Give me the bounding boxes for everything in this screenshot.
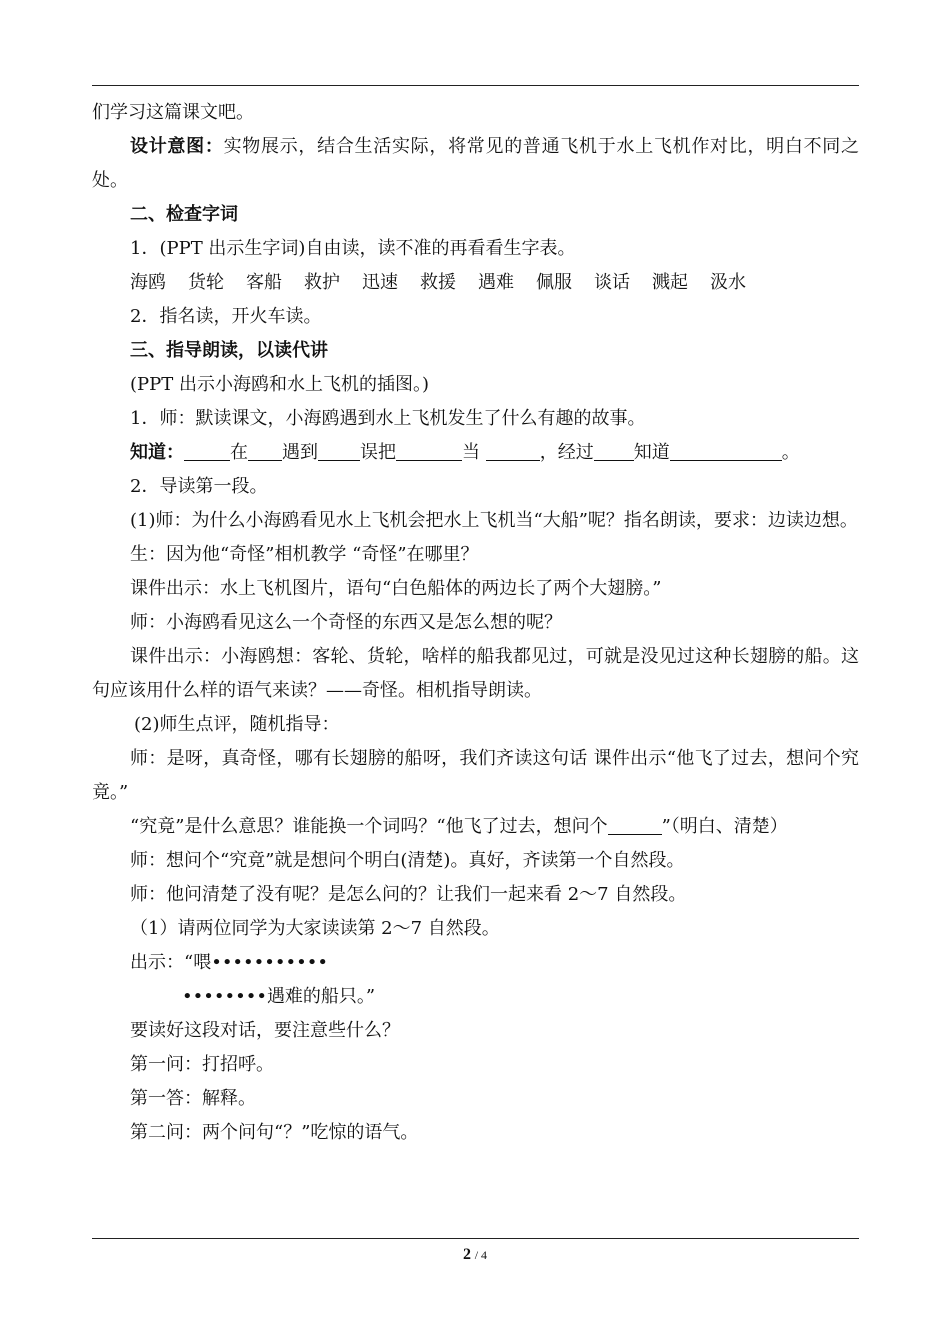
page-total: / 4 [474,1248,488,1262]
footer-rule [92,1238,859,1239]
fill-text: ，经过 [539,442,594,463]
text-line: 师：他问清楚了没有呢？是怎么问的？让我们一起来看 2～7 自然段。 [130,884,687,905]
fill-text: 。 [781,442,800,463]
text-paragraph: (1)师：为什么小海鸥看见水上飞机会把水上飞机当“大船”呢？指名朗读，要求：边读边想。 [130,510,858,531]
blank [594,442,634,461]
section-heading-2: 二、检查字词 [130,204,238,225]
text-line: 师：想问个“究竟”就是想问个明白(清楚)。真好，齐读第一个自然段。 [130,850,685,871]
text-line: 第一答：解释。 [130,1088,256,1109]
vocab-word: 佩服 [536,272,572,293]
vocab-word: 汲水 [710,272,746,293]
fill-label: 知道： [130,442,184,463]
text-line: 师：小海鸥看见这么一个奇怪的东西又是怎么想的呢？ [130,612,562,633]
blank [608,816,662,835]
blank [248,442,282,461]
design-intent-text: 实物展示，结合生活实际，将常见的普通飞机于水上飞机作对比，明白不同之处。 [92,136,860,191]
blank [318,442,360,461]
design-intent-paragraph [92,130,859,198]
vocab-word: 谈话 [594,272,630,293]
text-paragraph: 师：是呀，真奇怪，哪有长翅膀的船呀，我们齐读这句话 课件出示“他飞了过去，想问个究竟。” [92,748,859,803]
section-heading-3: 三、指导朗读，以读代讲 [130,340,328,361]
document-body [92,96,859,1150]
text-paragraph: 课件出示：小海鸥想：客轮、货轮，啥样的船我都见过，可就是没见过这种长翅膀的船。这句应该用什么样的语气来读？——奇怪。相机指导朗读。 [92,646,859,701]
vocab-word: 救护 [304,272,340,293]
text-line: 们学习这篇课文吧。 [92,102,254,123]
vocab-word: 遇难 [478,272,514,293]
fill-text: 当 [462,442,480,463]
design-intent-label: 设计意图： [130,136,224,157]
vocab-word: 海鸥 [130,272,166,293]
blank [486,442,540,461]
text-line: 第二问：两个问句“？”吃惊的语气。 [130,1122,419,1143]
fill-in-blank-line [92,810,859,844]
vocab-word: 救援 [420,272,456,293]
text-line: （1）请两位同学为大家读读第 2～7 自然段。 [130,918,500,939]
blank [670,442,782,461]
blank [184,442,230,461]
text-line: 1．(PPT 出示生字词)自由读，读不准的再看看生字表。 [130,238,576,259]
page-number [0,1246,950,1264]
vocab-word: 客船 [246,272,282,293]
vocab-word: 迅速 [362,272,398,293]
header-rule [92,85,859,86]
text-line: 第一问：打招呼。 [130,1054,274,1075]
blank [396,442,462,461]
fill-in-blank-line [92,436,859,470]
text-line: 1．师：默读课文，小海鸥遇到水上飞机发生了什么有趣的故事。 [130,408,646,429]
text-line: 生：因为他“奇怪”相机教学 “奇怪”在哪里？ [130,544,479,565]
vocab-word: 溅起 [652,272,688,293]
text-line: 2．导读第一段。 [130,476,268,497]
text-line: 要读好这段对话，要注意些什么？ [130,1020,400,1041]
fill-text: 遇到 [282,442,318,463]
text-line: (2)师生点评，随机指导： [134,714,340,735]
text-line: 课件出示：水上飞机图片，语句“白色船体的两边长了两个大翅膀。” [130,578,662,599]
fill-text: 知道 [633,442,670,463]
fill-text: 在 [230,442,248,463]
text-line: (PPT 出示小海鸥和水上飞机的插图。) [130,374,429,395]
fill-text: ”（明白、清楚） [661,816,788,837]
text-line: 出示：“喂••••••••••• [130,952,328,973]
fill-text: “究竟”是什么意思？谁能换一个词吗？“他飞了过去，想问个 [130,816,608,837]
vocab-word: 货轮 [188,272,224,293]
vocabulary-list [92,266,859,300]
fill-text: 误把 [360,442,396,463]
page-current: 2 [462,1246,471,1263]
text-line: ••••••••遇难的船只。” [182,986,376,1007]
text-line: 2．指名读，开火车读。 [130,306,322,327]
